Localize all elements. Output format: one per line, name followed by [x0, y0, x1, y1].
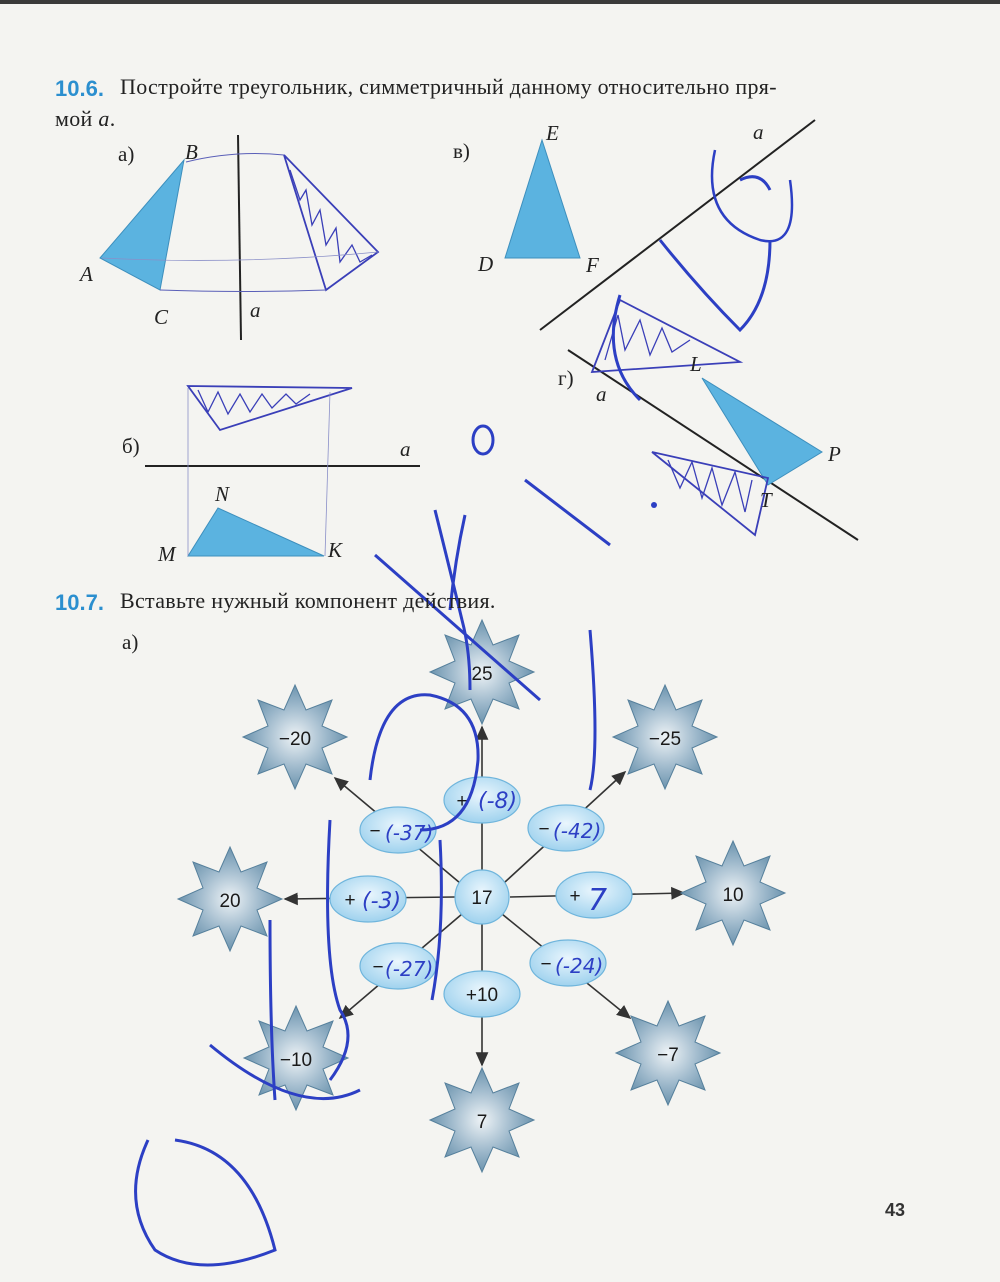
operation-sign: + — [569, 886, 581, 907]
ink-dot — [651, 502, 657, 508]
vertex-d: D — [478, 252, 494, 276]
vertex-c: C — [154, 305, 169, 329]
center-circle — [455, 870, 509, 924]
operation-sign: − — [369, 821, 381, 842]
task-10-6-number: 10.6. — [55, 76, 104, 101]
star-value: −25 — [648, 729, 682, 750]
line-v — [540, 120, 815, 330]
line-name: a — [98, 106, 110, 131]
line-g-label: a — [596, 382, 607, 406]
handwritten-answer-bottom-left: (-27) — [385, 957, 434, 981]
operation-sign: − — [540, 954, 552, 975]
triangle-def — [505, 140, 580, 258]
task-10-7-number: 10.7. — [55, 590, 104, 615]
hatching-b — [198, 390, 310, 414]
line-a — [238, 135, 241, 340]
operation-sign: − — [372, 957, 384, 978]
vertex-a: A — [80, 262, 93, 286]
star-value: −20 — [278, 729, 312, 750]
vertex-e: E — [546, 121, 559, 145]
construction-line-b2 — [325, 392, 330, 556]
handwritten-answer-left: (-3) — [362, 889, 402, 914]
handwritten-answer-top: (-8) — [478, 789, 518, 814]
triangle-lpt — [702, 378, 822, 485]
star-value: 7 — [476, 1112, 488, 1133]
reflected-triangle-a — [284, 155, 378, 290]
scribble-4 — [328, 820, 348, 1080]
line-a-label: a — [250, 298, 261, 322]
text-part: мой — [55, 106, 99, 131]
vertex-b: B — [185, 140, 198, 164]
vertex-m: M — [158, 542, 176, 566]
handwritten-answer-right: 7 — [588, 883, 608, 918]
hatching-g2 — [668, 460, 752, 512]
scribble-v2 — [660, 240, 770, 330]
star-value: 25 — [471, 664, 493, 685]
part-g-label: г) — [558, 366, 574, 390]
line-v-label: a — [753, 120, 764, 144]
operation-sign: − — [538, 819, 550, 840]
construction-line-a2 — [160, 290, 326, 292]
operation-sign: + — [344, 890, 356, 911]
vertex-n: N — [215, 482, 230, 506]
construction-line-a1 — [186, 154, 284, 162]
star-value: 10 — [722, 885, 744, 906]
part-v-label: в) — [453, 139, 470, 163]
figure-g — [525, 295, 858, 545]
task-10-6-text-line1: Постройте треугольник, симметричный данному относительно пря- — [120, 74, 777, 99]
star-bottom-right — [616, 1001, 720, 1105]
vertex-p: P — [828, 442, 841, 466]
vertex-t: T — [760, 488, 772, 512]
handwritten-answer-top-left: (-37) — [385, 821, 434, 845]
figure-b — [145, 386, 420, 556]
page-number: 43 — [884, 1200, 905, 1220]
line-b-label: a — [400, 437, 411, 461]
scribble-v3 — [740, 177, 770, 190]
reflected-triangle-b — [188, 386, 352, 430]
star-top-right — [613, 685, 717, 789]
operation-sign: + — [456, 791, 468, 812]
triangle-mnk — [188, 508, 324, 556]
figure-a — [100, 135, 378, 340]
star-top-left — [243, 685, 347, 789]
vertex-l: L — [690, 352, 702, 376]
triangle-abc — [100, 160, 184, 290]
handwritten-answer-top-right: (-42) — [553, 819, 602, 843]
star-value: −7 — [657, 1045, 679, 1066]
part-a-label: а) — [118, 142, 135, 166]
text-part: . — [109, 106, 116, 131]
line-g — [568, 350, 858, 540]
star-right — [681, 841, 785, 945]
vertex-f: F — [586, 253, 599, 277]
star-value: −10 — [279, 1050, 313, 1071]
star-value: 20 — [219, 891, 241, 912]
star-top — [430, 620, 534, 724]
vertex-k: K — [328, 538, 343, 562]
task-10-7-part-label: а) — [122, 630, 139, 654]
handwritten-answer-bottom-right: (-24) — [555, 954, 604, 978]
operation-value: +10 — [465, 985, 499, 1006]
handwritten-o — [473, 426, 493, 454]
scribble-bottom — [136, 1140, 275, 1265]
center-value: 17 — [471, 888, 493, 909]
star-left — [178, 847, 282, 951]
task-10-7-text: Вставьте нужный компонент действия. — [120, 588, 496, 613]
scribble-g2 — [525, 480, 610, 545]
oval-bottom — [444, 971, 520, 1017]
part-b-label: б) — [122, 434, 140, 458]
figure-v — [505, 120, 815, 330]
scribble-7 — [590, 630, 595, 790]
hatching-g1 — [605, 315, 690, 360]
scribble-v1 — [712, 150, 792, 241]
star-bottom — [430, 1068, 534, 1172]
